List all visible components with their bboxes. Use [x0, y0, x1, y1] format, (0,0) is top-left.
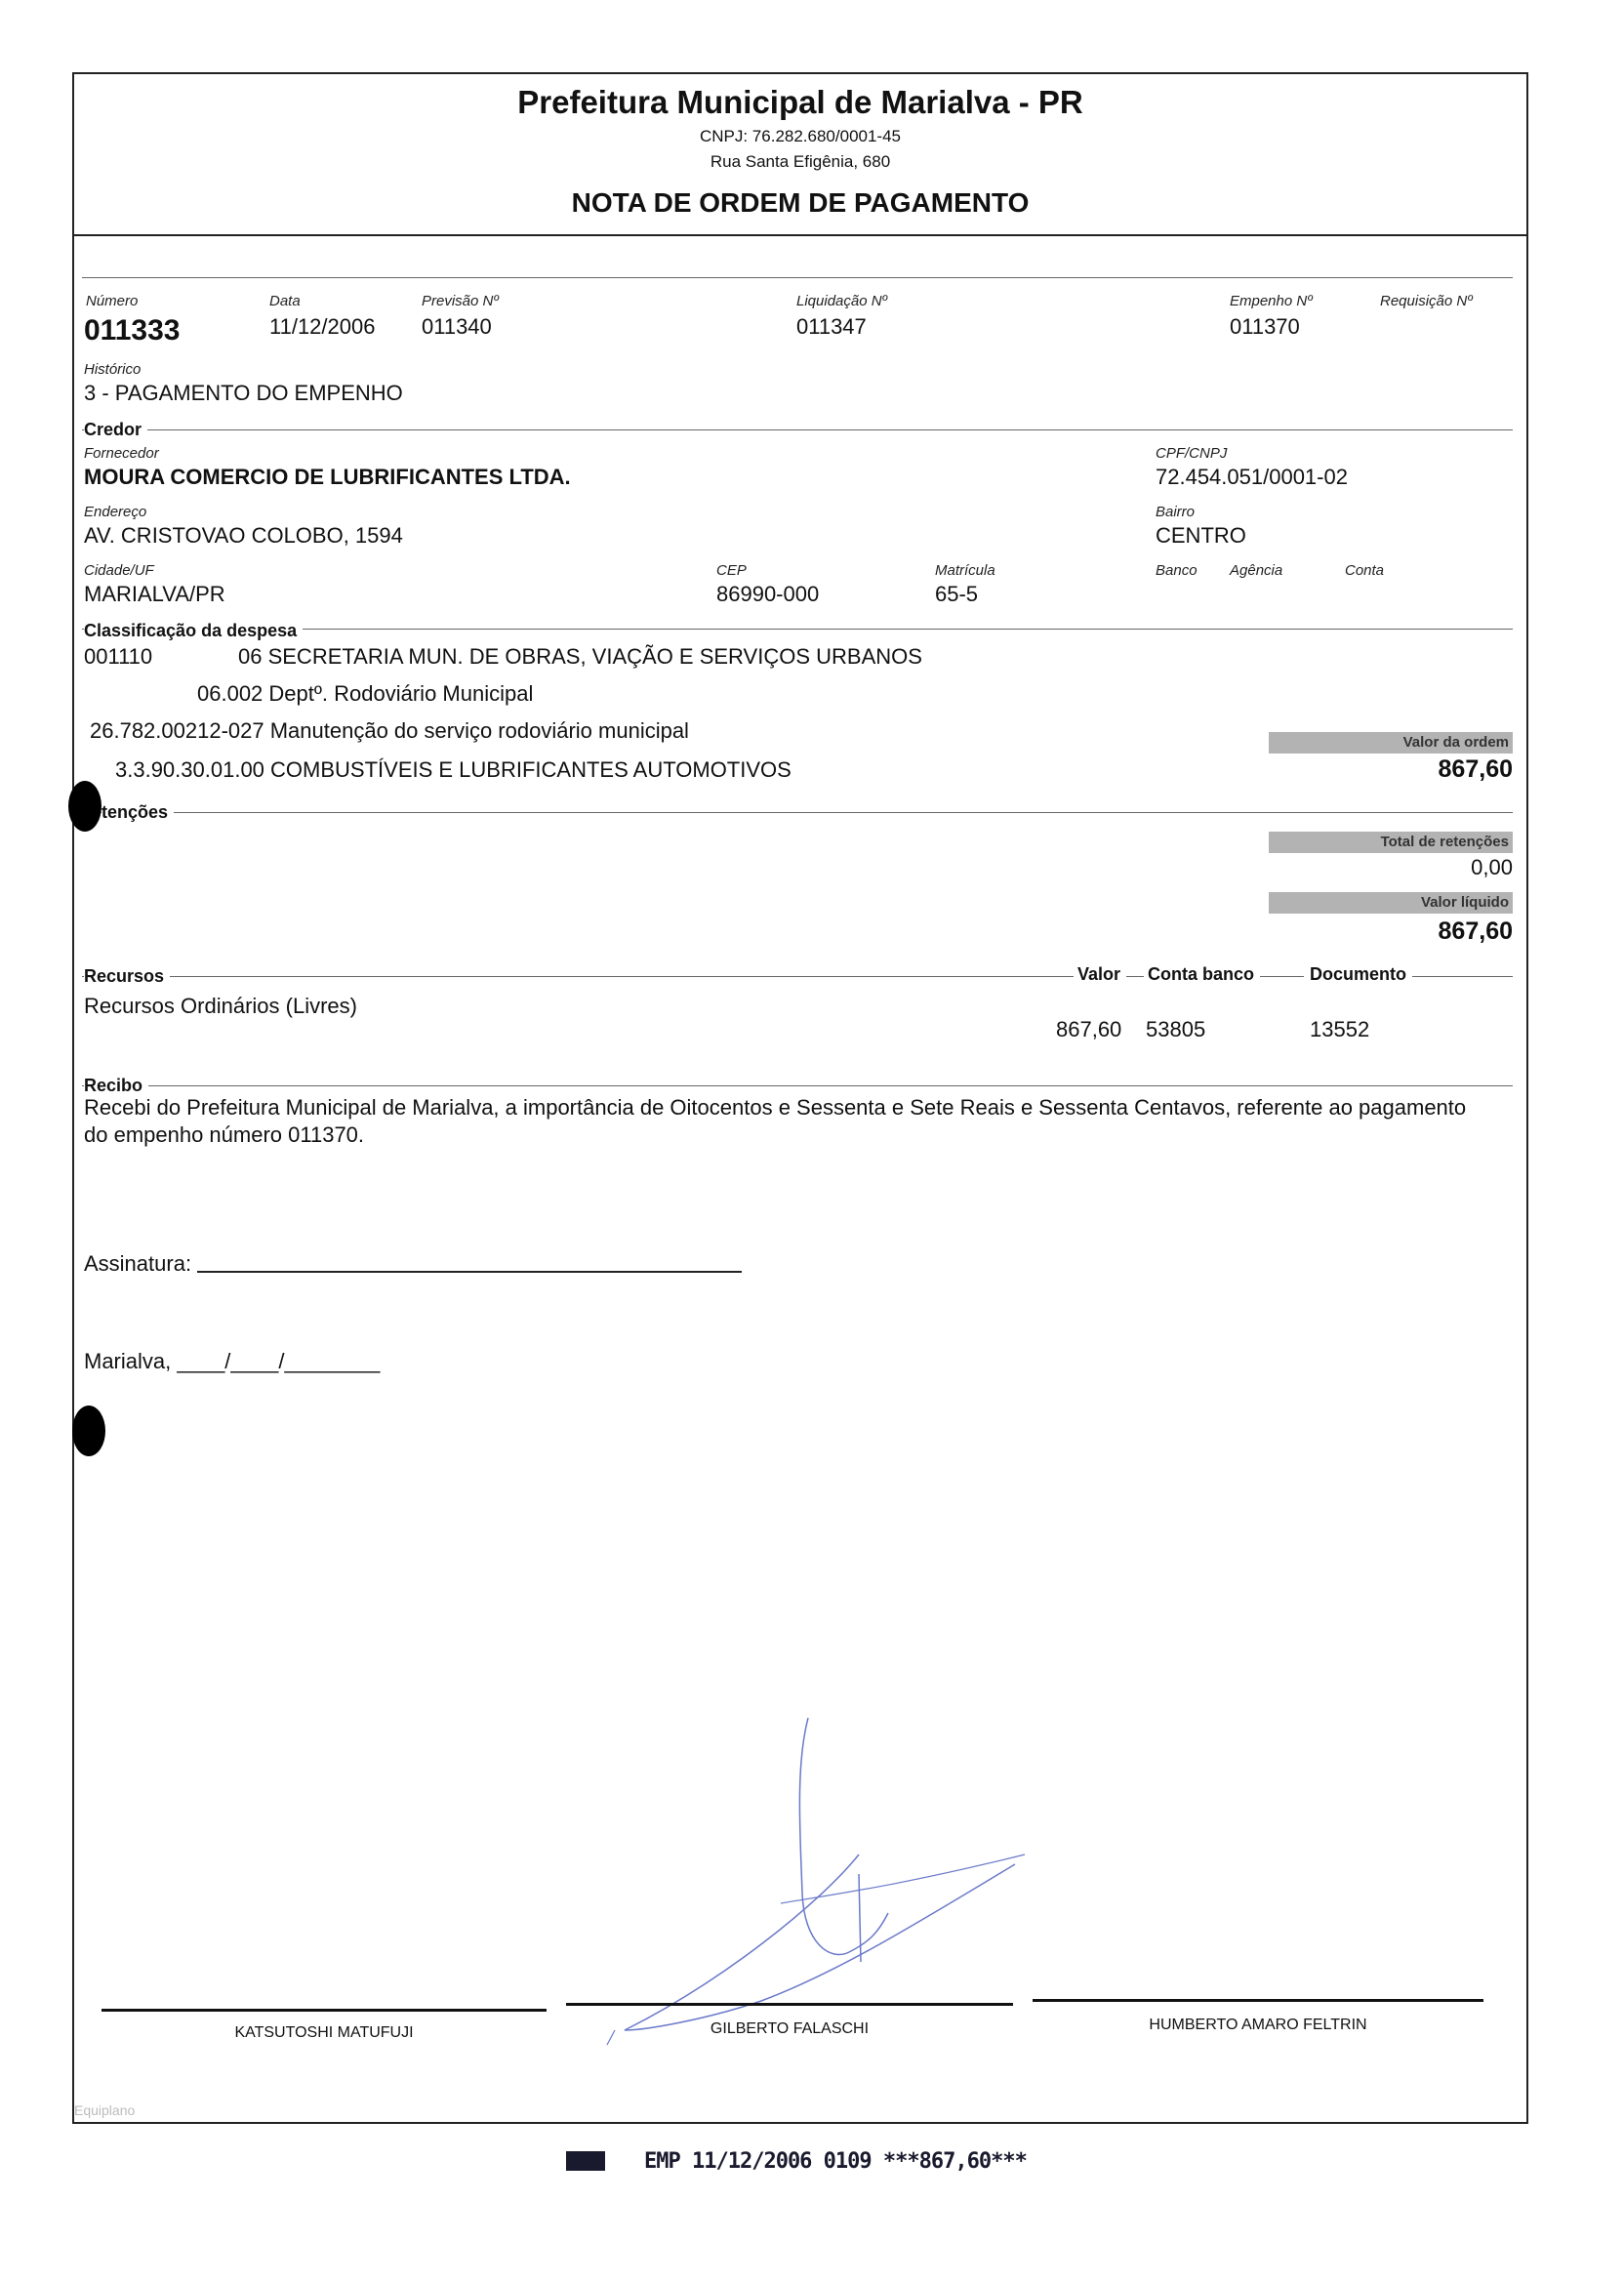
numero-value: 011333 [84, 314, 181, 347]
conta-label: Conta [1345, 562, 1385, 579]
valor-liquido-label: Valor líquido [1269, 892, 1513, 914]
recibo-text-line2: do empenho número 011370. [84, 1122, 365, 1147]
recursos-section-title: Recursos [84, 966, 170, 987]
matricula-value: 65-5 [935, 582, 979, 606]
endereco-label: Endereço [84, 504, 147, 520]
previsao-value: 011340 [422, 314, 492, 339]
historico-label: Histórico [84, 361, 142, 378]
address-line: Rua Santa Efigênia, 680 [710, 152, 891, 171]
cep-value: 86990-000 [716, 582, 820, 606]
classificacao-elemento: 3.3.90.30.01.00 COMBUSTÍVEIS E LUBRIFICANTES AUTOMOTIVOS [115, 757, 792, 782]
credor-section-title: Credor [84, 420, 147, 440]
recursos-documento-header: Documento [1304, 964, 1412, 985]
empenho-label: Empenho Nº [1230, 293, 1313, 309]
local-date-field: Marialva, ____/____/________ [84, 1349, 381, 1373]
cpf-value: 72.454.051/0001-02 [1156, 465, 1348, 489]
recibo-text-line1: Recebi do Prefeitura Municipal de Marialva, a importância de Oitocentos e Sessenta e Sete Reais e Sessenta Centavos, referente ao pagamento [84, 1095, 1467, 1120]
recursos-description: Recursos Ordinários (Livres) [84, 994, 357, 1018]
header-divider [72, 234, 1528, 236]
endereco-value: AV. CRISTOVAO COLOBO, 1594 [84, 523, 403, 548]
historico-value: 3 - PAGAMENTO DO EMPENHO [84, 381, 403, 405]
recibo-divider [82, 1085, 1513, 1086]
empenho-value: 011370 [1230, 314, 1300, 339]
signature-line-1 [102, 2009, 547, 2012]
recursos-conta-header: Conta banco [1144, 964, 1260, 985]
total-retencoes-label: Total de retenções [1269, 832, 1513, 853]
data-value: 11/12/2006 [269, 314, 376, 339]
total-retencoes-value: 0,00 [1471, 855, 1513, 879]
signatory-1-name: KATSUTOSHI MATUFUJI [234, 2024, 414, 2041]
punch-hole-top [68, 781, 102, 832]
bank-stamp: EMP 11/12/2006 0109 ***867,60*** [644, 2149, 1027, 2174]
handwritten-signature [586, 1708, 1044, 2059]
matricula-label: Matrícula [935, 562, 995, 579]
punch-hole-bottom [72, 1406, 105, 1456]
ids-divider [82, 277, 1513, 278]
banco-label: Banco [1156, 562, 1198, 579]
assinatura-label: Assinatura: [84, 1251, 192, 1276]
recibo-section-title: Recibo [84, 1076, 148, 1096]
fornecedor-label: Fornecedor [84, 445, 159, 462]
credor-divider [82, 429, 1513, 430]
classificacao-unidade: 06.002 Deptº. Rodoviário Municipal [197, 681, 534, 706]
valor-liquido-value: 867,60 [1438, 917, 1513, 945]
numero-label: Número [86, 293, 139, 309]
fornecedor-value: MOURA COMERCIO DE LUBRIFICANTES LTDA. [84, 465, 571, 489]
document-title: Prefeitura Municipal de Marialva - PR [517, 84, 1083, 120]
equiplano-brand: Equiplano [74, 2102, 136, 2118]
signature-line-3 [1033, 1999, 1483, 2002]
classificacao-orgao: 06 SECRETARIA MUN. DE OBRAS, VIAÇÃO E SERVIÇOS URBANOS [238, 644, 922, 669]
retencoes-divider [82, 812, 1513, 813]
doc-type-title: NOTA DE ORDEM DE PAGAMENTO [571, 187, 1030, 218]
retencoes-section-title: tenções [102, 802, 174, 823]
cep-label: CEP [716, 562, 747, 579]
previsao-label: Previsão Nº [422, 293, 499, 309]
stamp-logo [566, 2151, 605, 2171]
valor-ordem-value: 867,60 [1438, 755, 1513, 783]
recursos-valor: 867,60 [1056, 1017, 1122, 1041]
cidade-value: MARIALVA/PR [84, 582, 225, 606]
cpf-label: CPF/CNPJ [1156, 445, 1228, 462]
liquidacao-label: Liquidação Nº [796, 293, 888, 309]
liquidacao-value: 011347 [796, 314, 867, 339]
recursos-conta: 53805 [1146, 1017, 1206, 1041]
assinatura-line[interactable] [197, 1271, 742, 1273]
classificacao-section-title: Classificação da despesa [84, 621, 303, 641]
signatory-2-name: GILBERTO FALASCHI [710, 2020, 870, 2037]
classificacao-programa: 26.782.00212-027 Manutenção do serviço rodoviário municipal [90, 718, 689, 743]
data-label: Data [269, 293, 301, 309]
agencia-label: Agência [1230, 562, 1283, 579]
recursos-valor-header: Valor [1074, 964, 1126, 985]
bairro-value: CENTRO [1156, 523, 1246, 548]
valor-ordem-label: Valor da ordem [1269, 732, 1513, 754]
recursos-documento: 13552 [1310, 1017, 1370, 1041]
requisicao-label: Requisição Nº [1380, 293, 1473, 309]
signature-line-2 [566, 2003, 1013, 2006]
cidade-label: Cidade/UF [84, 562, 154, 579]
bairro-label: Bairro [1156, 504, 1196, 520]
recursos-divider [82, 976, 1513, 977]
signatory-3-name: HUMBERTO AMARO FELTRIN [1149, 2017, 1367, 2033]
cnpj-line: CNPJ: 76.282.680/0001-45 [699, 127, 902, 145]
classificacao-code: 001110 [84, 644, 153, 669]
